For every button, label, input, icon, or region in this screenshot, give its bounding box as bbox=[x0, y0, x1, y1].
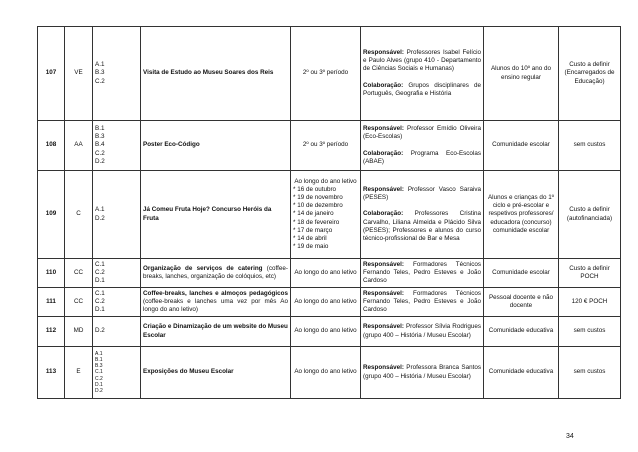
activity-period bbox=[291, 171, 361, 259]
code: A.1 bbox=[95, 61, 105, 69]
activity-class: AA bbox=[65, 121, 93, 171]
activity-audience: Alunos e crianças do 1º ciclo e pré-escolar e respetivos professores/ educadora (concurso) comunidade escolar bbox=[484, 171, 559, 259]
activity-audience: Comunidade educativa bbox=[484, 317, 559, 347]
activity-class: VE bbox=[65, 27, 93, 121]
activity-number: 109 bbox=[38, 171, 65, 259]
activity-cost: sem custos bbox=[559, 347, 621, 399]
activity-period: Ao longo do ano letivo bbox=[291, 347, 361, 399]
code: A.1 bbox=[95, 206, 105, 214]
code: B.3 bbox=[95, 363, 103, 370]
activity-responsible bbox=[361, 288, 484, 317]
activity-audience: Comunidade escolar bbox=[484, 259, 559, 288]
responsible-label: Responsável: bbox=[363, 323, 404, 331]
activity-number: 110 bbox=[38, 259, 65, 288]
code: C.1 bbox=[95, 289, 105, 297]
responsible-label: Responsável: bbox=[363, 185, 404, 193]
period-dates bbox=[293, 186, 358, 252]
activity-title-main: Coffee-breaks, lanches e almoços pedagógicos bbox=[143, 289, 288, 297]
table-row bbox=[38, 171, 621, 259]
activity-cost: Custo a definir POCH bbox=[559, 259, 621, 288]
period-date: * 19 de novembro bbox=[293, 193, 343, 201]
activity-title: Visita de Estudo ao Museu Soares dos Reis bbox=[141, 27, 291, 121]
code: C.2 bbox=[95, 149, 105, 157]
table-row bbox=[38, 27, 621, 121]
table-row bbox=[38, 259, 621, 288]
collaboration-text: Programa Eco-Escolas (ABAE) bbox=[363, 149, 481, 165]
activity-number: 107 bbox=[38, 27, 65, 121]
collaboration-label: Colaboração: bbox=[363, 149, 404, 157]
activity-title-main: Organização de serviços de catering bbox=[143, 264, 263, 272]
code: D.1 bbox=[95, 306, 105, 314]
activity-audience: Alunos do 10º ano do ensino regular bbox=[484, 27, 559, 121]
activity-number: 111 bbox=[38, 288, 65, 317]
collaboration-text: Grupos disciplinares de Português, Geografia e História bbox=[363, 81, 481, 97]
activity-period: Ao longo do ano letivo bbox=[291, 259, 361, 288]
activity-number: 112 bbox=[38, 317, 65, 347]
table-row bbox=[38, 347, 621, 399]
responsible-text: Professor Sílvia Rodrigues (grupo 400 – História / Museu Escolar) bbox=[363, 323, 481, 339]
code: C.2 bbox=[95, 268, 105, 276]
activity-responsible bbox=[361, 171, 484, 259]
code: B.4 bbox=[95, 141, 105, 149]
activity-audience: Comunidade educativa bbox=[484, 347, 559, 399]
activities-table bbox=[37, 26, 621, 399]
code: B.3 bbox=[95, 69, 105, 77]
responsible-label: Responsável: bbox=[363, 289, 404, 297]
activity-title-detail: (coffee-breaks e lanches uma vez por mês Ao longo do ano letivo) bbox=[143, 297, 288, 314]
period-date: * 18 de fevereiro bbox=[293, 218, 340, 226]
activity-title: Exposições do Museu Escolar bbox=[141, 347, 291, 399]
period-head: Ao longo do ano letivo bbox=[294, 177, 357, 185]
activity-audience: Comunidade escolar bbox=[484, 121, 559, 171]
activity-responsible bbox=[361, 347, 484, 399]
activity-period: 2º ou 3º período bbox=[291, 121, 361, 171]
code: C.2 bbox=[95, 375, 103, 382]
responsible-text: Professor Vasco Saraiva (PESES) bbox=[363, 185, 481, 202]
activity-title: Criação e Dinamização de um website do Museu Escolar bbox=[141, 317, 291, 347]
code: A.1 bbox=[95, 351, 103, 358]
code: C.1 bbox=[95, 260, 105, 268]
code: D.2 bbox=[95, 157, 105, 165]
code: D.2 bbox=[95, 387, 103, 394]
code: C.2 bbox=[95, 297, 105, 305]
period-date: * 14 de abril bbox=[293, 235, 327, 242]
activity-responsible bbox=[361, 259, 484, 288]
code: C.1 bbox=[95, 369, 103, 376]
code: D.2 bbox=[95, 214, 105, 222]
activity-cost: 120 € POCH bbox=[559, 288, 621, 317]
responsible-text: Formadores Técnicos Fernando Teles, Pedro Esteves e João Cardoso bbox=[363, 289, 482, 314]
activity-responsible bbox=[361, 27, 484, 121]
responsible-text: Professora Branca Santos (grupo 400 – História / Museu Escolar) bbox=[363, 364, 481, 380]
period-date: * 17 de março bbox=[293, 226, 333, 234]
activity-number: 108 bbox=[38, 121, 65, 171]
activity-responsible bbox=[361, 317, 484, 347]
objective-codes bbox=[93, 288, 141, 317]
activity-cost: Custo a definir (Encarregados de Educação) bbox=[559, 27, 621, 121]
activity-title: Já Comeu Fruta Hoje? Concurso Heróis da Fruta bbox=[141, 171, 291, 259]
objective-codes bbox=[93, 171, 141, 259]
objective-codes bbox=[93, 259, 141, 288]
responsible-text: Professores Isabel Felício e Paulo Alves (grupo 410 - Departamento de Ciências Sociais e Humanas) bbox=[363, 48, 481, 73]
table-row bbox=[38, 121, 621, 171]
code: B.1 bbox=[95, 124, 105, 132]
activity-period: Ao longo do ano letivo bbox=[291, 288, 361, 317]
objective-codes bbox=[93, 347, 141, 399]
responsible-label: Responsável: bbox=[363, 125, 404, 133]
activity-class: MD bbox=[65, 317, 93, 347]
activity-period: Ao longo do ano letivo bbox=[291, 317, 361, 347]
period-date: * 16 de outubro bbox=[293, 185, 337, 193]
activity-cost: Custo a definir (autofinanciada) bbox=[559, 171, 621, 259]
objective-codes bbox=[93, 121, 141, 171]
code: D.1 bbox=[95, 381, 103, 388]
period-date: * 10 de dezembro bbox=[293, 202, 343, 210]
activity-class: E bbox=[65, 347, 93, 399]
objective-codes bbox=[93, 317, 141, 347]
period-date: * 19 de maio bbox=[293, 243, 329, 251]
activity-title: Poster Eco-Código bbox=[141, 121, 291, 171]
table-row bbox=[38, 288, 621, 317]
page-number: 34 bbox=[566, 433, 574, 440]
responsible-label: Responsável: bbox=[363, 364, 404, 372]
activity-cost: sem custos bbox=[559, 317, 621, 347]
responsible-text: Formadores Técnicos Fernando Teles, Pedro Esteves e João Cardoso bbox=[363, 260, 482, 285]
table-row bbox=[38, 317, 621, 347]
collaboration-label: Colaboração: bbox=[363, 210, 404, 218]
collaboration-label: Colaboração: bbox=[363, 81, 404, 89]
responsible-text: Professor Emídio Oliveira (Eco-Escolas) bbox=[363, 125, 482, 141]
responsible-label: Responsável: bbox=[363, 48, 404, 56]
activity-class: C bbox=[65, 171, 93, 259]
activity-class: CC bbox=[65, 288, 93, 317]
activity-responsible bbox=[361, 121, 484, 171]
collaboration-text: Professores Cristina Carvalho, Liliana Almeida e Plácido Silva (PESES); Professores e alunos do curso técnico-profissional de Bar e Mesa bbox=[363, 210, 481, 242]
activity-class: CC bbox=[65, 259, 93, 288]
period-date: * 14 de janeiro bbox=[293, 210, 334, 218]
activity-number: 113 bbox=[38, 347, 65, 399]
objective-codes bbox=[93, 27, 141, 121]
activity-title-detail: (coffee-breaks, lanches, organização de colóquios, etc) bbox=[143, 264, 289, 280]
activity-audience: Pessoal docente e não docente bbox=[484, 288, 559, 317]
code: C.2 bbox=[95, 77, 105, 85]
activity-cost: sem custos bbox=[559, 121, 621, 171]
responsible-label: Responsável: bbox=[363, 260, 404, 268]
activity-period: 2º ou 3º período bbox=[291, 27, 361, 121]
code: B.3 bbox=[95, 133, 105, 141]
code: D.1 bbox=[95, 277, 105, 285]
activity-title bbox=[141, 259, 291, 288]
code: D.2 bbox=[95, 327, 105, 335]
activity-title bbox=[141, 288, 291, 317]
code: B.1 bbox=[95, 357, 103, 364]
